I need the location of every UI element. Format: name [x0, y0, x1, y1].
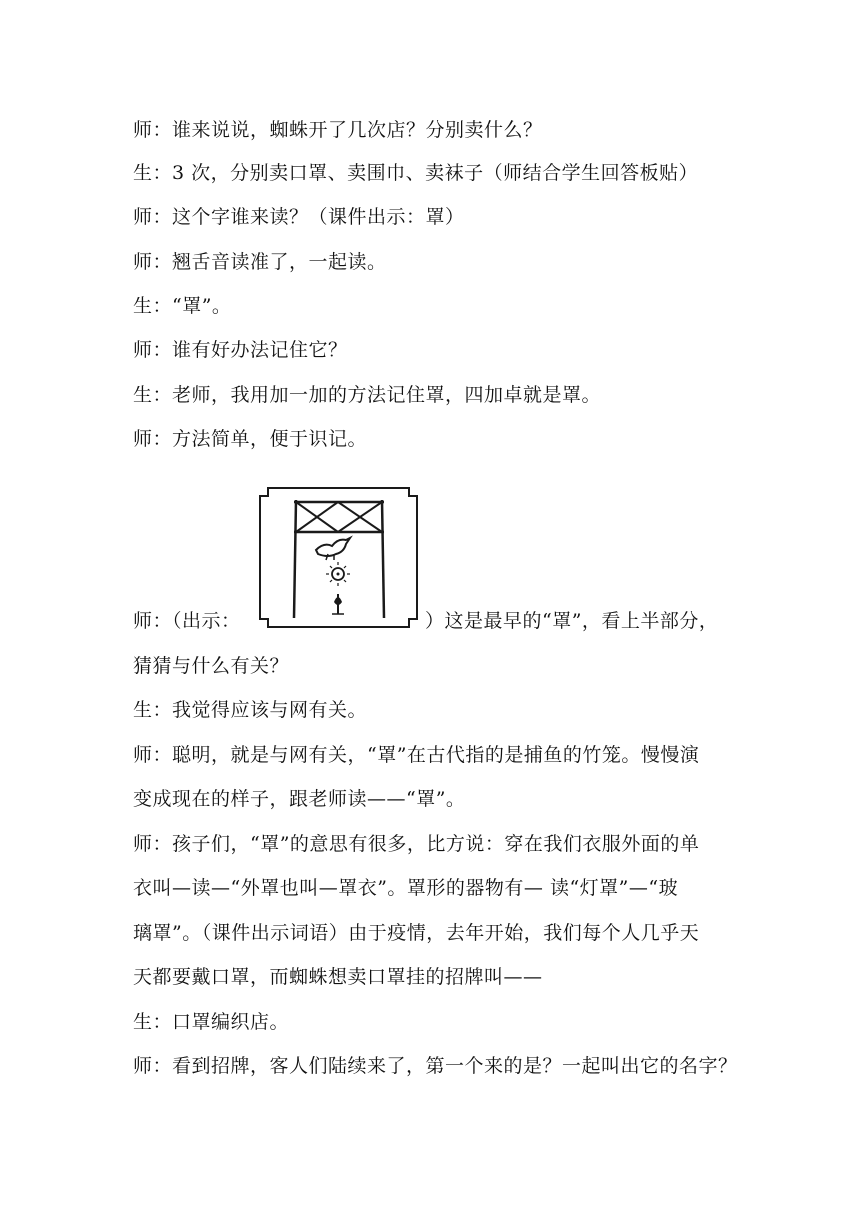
- text-line: 猜猜与什么有关？: [133, 655, 290, 677]
- text-line: 生：“罩”。: [133, 295, 232, 317]
- text-line: 生：我觉得应该与网有关。: [133, 699, 368, 721]
- text-line: 师：看到招牌，客人们陆续来了，第一个来的是？一起叫出它的名字？: [133, 1055, 738, 1077]
- text-line: 师：谁有好办法记住它？: [133, 339, 348, 361]
- text-line: 生：口罩编织店。: [133, 1011, 290, 1033]
- text-line: 生：老师，我用加一加的方法记住罩，四加卓就是罩。: [133, 384, 602, 406]
- text-line: 师：聪明，就是与网有关，“罩”在古代指的是捕鱼的竹笼。慢慢演: [133, 744, 700, 766]
- text-line: 衣叫—读—“外罩也叫—罩衣”。罩形的器物有— 读“灯罩”—“玻: [133, 877, 679, 899]
- text-line: 变成现在的样子，跟老师读——“罩”。: [133, 788, 466, 810]
- ancient-zhao-glyph-icon: [258, 486, 419, 630]
- text-line: 师：这个字谁来读？（课件出示：罩）: [133, 206, 465, 228]
- text-line: 生：3 次，分别卖口罩、卖围巾、卖袜子（师结合学生回答板贴）: [133, 162, 699, 184]
- text-line: 师：方法简单，便于识记。: [133, 428, 368, 450]
- text-line: 师：翘舌音读准了，一起读。: [133, 251, 387, 273]
- text-line: 璃罩”。（课件出示词语）由于疫情，去年开始，我们每个人几乎天: [133, 922, 700, 944]
- text-line: 师：谁来说说，蜘蛛开了几次店？分别卖什么？: [133, 119, 543, 141]
- text-line: ）这是最早的“罩”，看上半部分，: [425, 610, 719, 632]
- text-line: 师：孩子们，“罩”的意思有很多，比方说：穿在我们衣服外面的单: [133, 833, 700, 855]
- ancient-character-image: [258, 486, 419, 630]
- text-line: 师：（出示：: [133, 610, 241, 632]
- text-line: 天都要戴口罩，而蜘蛛想卖口罩挂的招牌叫——: [133, 966, 543, 988]
